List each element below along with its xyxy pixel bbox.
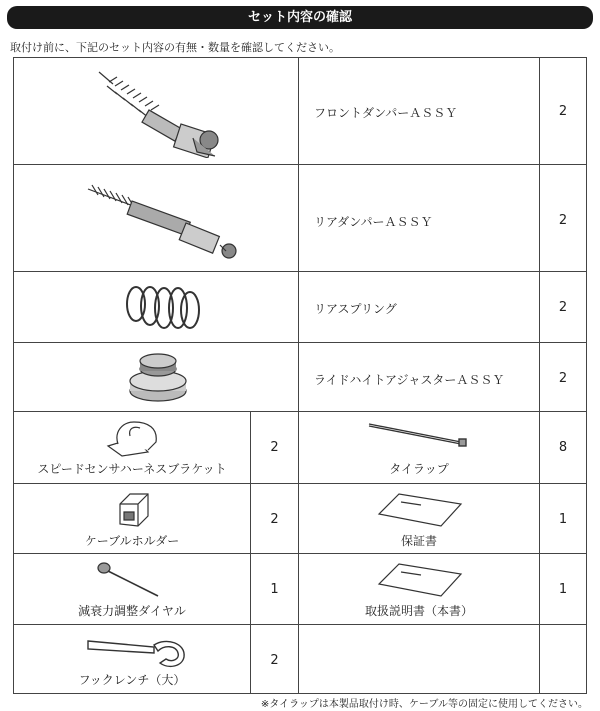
item-qty: 2	[558, 104, 568, 119]
item-name: ライドハイトアジャスターＡＳＳＹ	[314, 373, 505, 387]
empty-cell	[539, 624, 587, 694]
item-name: タイラップ	[389, 462, 449, 476]
item-qty: 2	[558, 300, 568, 315]
hook-wrench-icon	[84, 631, 194, 671]
warranty-card-icon	[375, 492, 465, 528]
rear-spring-icon	[122, 280, 204, 334]
item-image-cell	[298, 411, 540, 484]
ride-height-adjuster-icon	[126, 349, 190, 407]
item-qty-cell	[250, 553, 299, 625]
item-image-cell	[13, 411, 251, 484]
item-name: スピードセンサハーネスブラケット	[37, 462, 227, 476]
item-qty-cell	[539, 553, 587, 625]
item-image-cell	[13, 271, 299, 343]
item-name: 減衰力調整ダイヤル	[78, 604, 186, 618]
item-image-cell	[13, 483, 251, 554]
item-image-cell	[13, 553, 251, 625]
item-image-cell	[13, 57, 299, 165]
item-image-cell	[298, 483, 540, 554]
item-name: 保証書	[400, 534, 437, 548]
cable-holder-icon	[114, 490, 154, 530]
empty-cell	[298, 624, 540, 694]
item-name: ケーブルホルダー	[84, 534, 180, 548]
item-image-cell	[13, 164, 299, 272]
front-damper-icon	[69, 66, 244, 158]
item-qty: 2	[270, 653, 279, 668]
item-name-cell	[298, 342, 540, 412]
item-qty: 2	[558, 213, 568, 228]
item-qty: 1	[270, 582, 279, 597]
item-name: リアスプリング	[314, 302, 397, 316]
item-image-cell	[298, 553, 540, 625]
rear-damper-icon	[74, 177, 249, 267]
item-qty: 2	[270, 512, 279, 527]
item-image-cell	[13, 624, 251, 694]
item-qty-cell	[539, 411, 587, 484]
damping-dial-icon	[96, 560, 166, 602]
item-qty-cell	[539, 342, 587, 412]
item-name: リアダンパーＡＳＳＹ	[314, 215, 433, 229]
manual-icon	[375, 562, 465, 598]
item-qty-cell	[250, 483, 299, 554]
item-qty: 1	[558, 582, 568, 597]
item-qty-cell	[250, 411, 299, 484]
section-title: セット内容の確認	[7, 6, 593, 29]
item-name-cell	[298, 271, 540, 343]
item-name-cell	[298, 164, 540, 272]
item-qty-cell	[539, 483, 587, 554]
item-qty-cell	[250, 624, 299, 694]
item-name-cell	[298, 57, 540, 165]
item-qty-cell	[539, 164, 587, 272]
item-qty: 1	[558, 512, 568, 527]
item-qty-cell	[539, 271, 587, 343]
item-qty: 2	[558, 371, 568, 386]
item-qty: 2	[270, 440, 279, 455]
item-name: 取扱説明書（本書）	[364, 604, 473, 618]
sensor-bracket-icon	[104, 418, 162, 458]
footnote: ※タイラップは本製品取付け時、ケーブル等の固定に使用してください。	[260, 699, 588, 710]
tie-wrap-icon	[365, 420, 475, 450]
item-qty: 8	[558, 440, 568, 455]
item-name: フロントダンパーＡＳＳＹ	[314, 106, 458, 120]
intro-text: 取付け前に、下記のセット内容の有無・数量を確認してください。	[10, 41, 340, 54]
item-image-cell	[13, 342, 299, 412]
item-qty-cell	[539, 57, 587, 165]
item-name: フックレンチ（大）	[78, 673, 186, 687]
